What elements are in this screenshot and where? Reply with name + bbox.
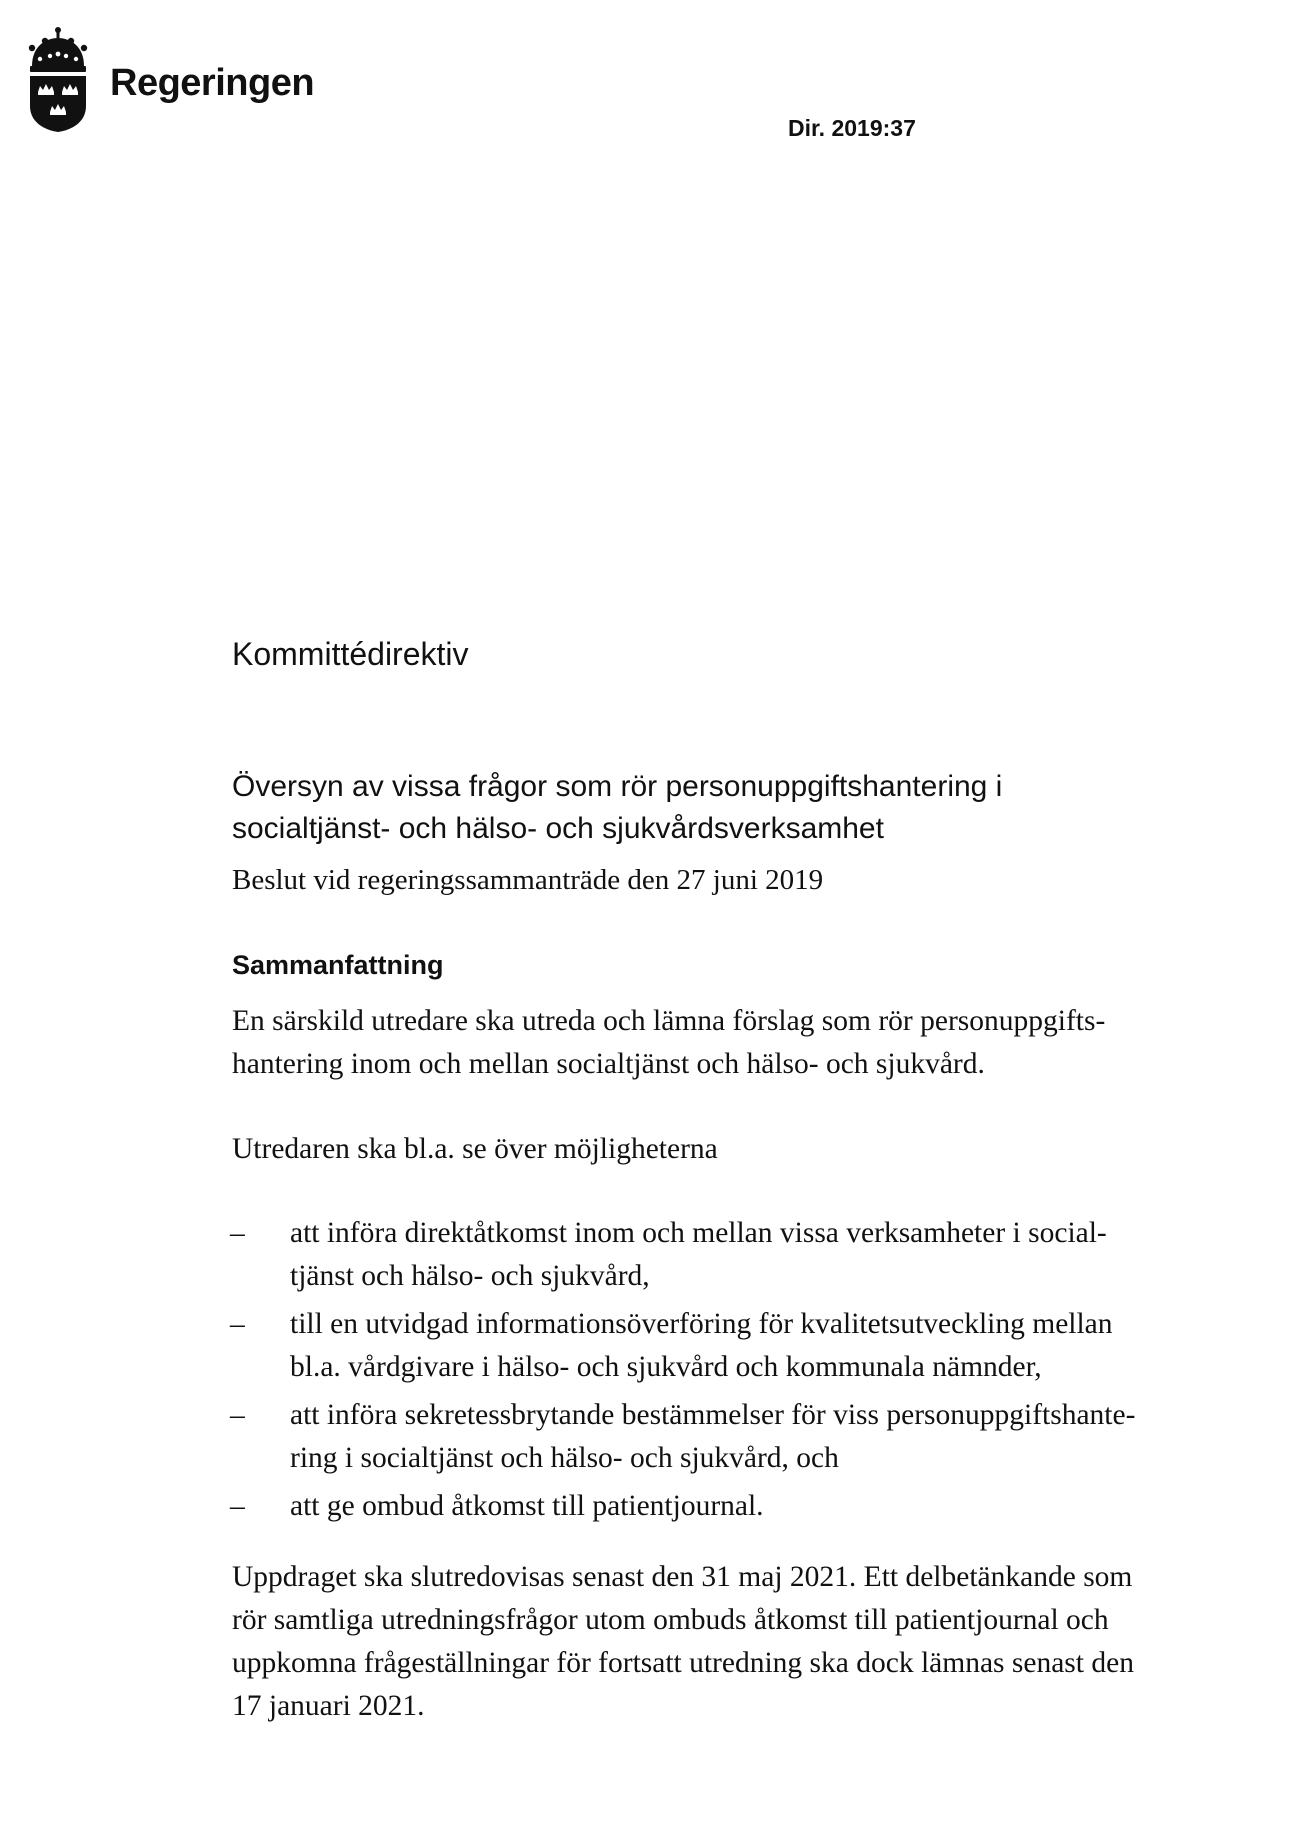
list-item-line: att införa direktåtkomst inom och mellan vissa verksamheter i social- [290, 1217, 1107, 1249]
swedish-coat-of-arms-icon [26, 26, 90, 132]
list-item-line: att ge ombud åtkomst till patientjournal. [290, 1490, 764, 1522]
list-item-line: till en utvidgad informationsöverföring för kvalitetsutveckling mellan [290, 1308, 1113, 1340]
document-title-line: Översyn av vissa frågor som rör personuppgiftshantering i [232, 770, 1003, 803]
document-title [232, 766, 1002, 850]
section-heading: Sammanfattning [232, 950, 444, 980]
bullet-list [230, 1212, 1250, 1533]
paragraph-line: uppkomna frågeställningar för fortsatt utredning ska dock lämnas senast den [232, 1647, 1134, 1679]
list-item-line: bl.a. vårdgivare i hälso- och sjukvård och kommunala nämnder, [290, 1351, 1042, 1383]
dash-icon: – [230, 1399, 245, 1431]
logo-text: Regeringen [110, 61, 315, 104]
summary-paragraph [232, 1000, 1105, 1086]
paragraph-line: Uppdraget ska slutredovisas senast den 31 maj 2021. Ett delbetänkande som [232, 1561, 1133, 1593]
summary-paragraph [232, 1128, 718, 1171]
document-type: Kommittédirektiv [232, 636, 469, 672]
government-logo [26, 26, 314, 132]
list-item [230, 1394, 1250, 1480]
document-title-line: socialtjänst- och hälso- och sjukvårdsverksamhet [232, 812, 884, 845]
decision-line: Beslut vid regeringssammanträde den 27 juni 2019 [232, 864, 824, 896]
paragraph-line: En särskild utredare ska utreda och lämna förslag som rör personuppgifts- [232, 1005, 1106, 1037]
dash-icon: – [230, 1308, 245, 1340]
dash-icon: – [230, 1217, 245, 1249]
list-item [230, 1303, 1250, 1389]
paragraph-line: hantering inom och mellan socialtjänst och hälso- och sjukvård. [232, 1048, 985, 1080]
list-item [230, 1485, 1250, 1528]
list-item [230, 1212, 1250, 1298]
paragraph-line: rör samtliga utredningsfrågor utom ombuds åtkomst till patientjournal och [232, 1604, 1109, 1636]
list-item-line: ring i socialtjänst och hälso- och sjukvård, och [290, 1442, 839, 1474]
dash-icon: – [230, 1490, 245, 1522]
list-item-line: tjänst och hälso- och sjukvård, [290, 1260, 650, 1292]
list-item-line: att införa sekretessbrytande bestämmelser för viss personuppgiftshante- [290, 1399, 1136, 1431]
paragraph-line: Utredaren ska bl.a. se över möjligheterna [232, 1133, 718, 1165]
paragraph-line: 17 januari 2021. [232, 1690, 425, 1722]
directive-number: Dir. 2019:37 [788, 115, 916, 141]
summary-paragraph [232, 1556, 1134, 1728]
